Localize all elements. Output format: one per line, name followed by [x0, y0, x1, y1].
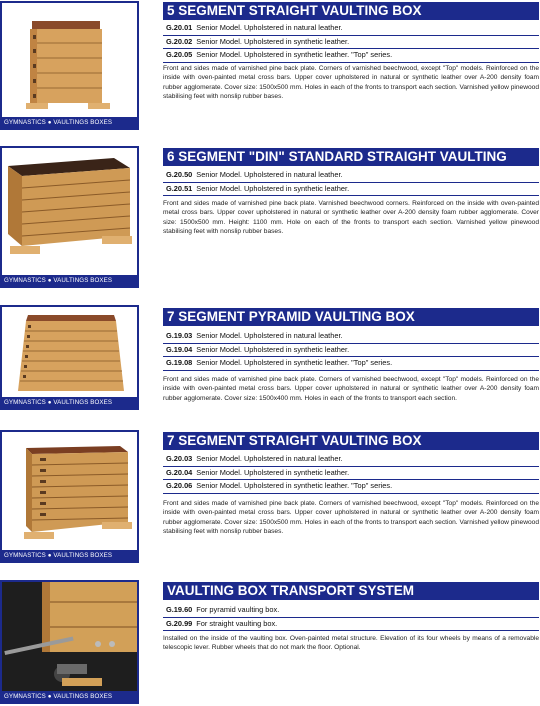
model-code: G.20.05: [166, 50, 193, 59]
model-list: [163, 604, 539, 631]
model-text: Senior Model. Upholstered in synthetic leather.: [196, 36, 350, 46]
model-row: [163, 480, 539, 494]
model-text: Senior Model. Upholstered in natural leather.: [196, 454, 343, 463]
model-row: [163, 183, 539, 197]
model-text: Senior Model. Upholstered in synthetic leather.: [196, 344, 350, 354]
vaulting-box-photo: [2, 307, 137, 397]
model-code: G.20.03: [166, 454, 193, 463]
model-row: [163, 357, 539, 371]
section-description: Front and sides made of varnished pine back plate. Corners of varnished beechwood, except "Top" models. Reinforced on the inside with oven-painted metal cross bars. Upper cover upholstered in natural or synthetic leather over A-200 density foam rubber agglomerate. Cover size: 1500x400 mm. Holes in each of the fronts to transport each section.: [163, 376, 539, 402]
model-code: G.20.50: [166, 170, 193, 179]
model-row: [163, 36, 539, 50]
image-caption: GYMNASTICS ● VAULTINGS BOXES: [4, 399, 113, 406]
section-title: 6 SEGMENT "DIN" STANDARD STRAIGHT VAULTING: [163, 148, 539, 166]
vaulting-box-photo: [2, 148, 137, 275]
transport-system-photo: [2, 582, 137, 691]
model-text: Senior Model. Upholstered in natural leather.: [196, 331, 343, 340]
model-text: Senior Model. Upholstered in synthetic leather.: [196, 183, 350, 193]
section-description: Front and sides made of varnished pine back plate. Corners of varnished beechwood, except "Top" models. Reinforced on the inside with oven-painted metal cross bars. Upper cover upholstered in natural or synthetic leather over A-200 density foam rubber agglomerate. Cover size: 1500x500 mm. Holes in each of the fronts to transport each section. Varnished yellow pinewood stabilising feet with nonslip rubber bases.: [163, 500, 539, 536]
model-list: [163, 453, 539, 494]
model-text: For pyramid vaulting box.: [196, 605, 280, 614]
image-caption: GYMNASTICS ● VAULTINGS BOXES: [4, 693, 113, 700]
section-title: 5 SEGMENT STRAIGHT VAULTING BOX: [163, 2, 539, 20]
product-image-panel: [0, 146, 139, 288]
model-text: For straight vaulting box.: [196, 618, 278, 628]
model-row: [163, 22, 539, 36]
model-text: Senior Model. Upholstered in synthetic leather.: [196, 467, 350, 477]
model-row: [163, 467, 539, 481]
model-code: G.20.01: [166, 23, 193, 32]
product-image-panel: [0, 1, 139, 130]
section-description: Front and sides made of varnished pine back plate. Corners of varnished beechwood, except "Top" models. Reinforced on the inside with oven-painted metal cross bars. Upper cover upholstered in natural or synthetic leather over A-200 density foam rubber agglomerate. Cover size: 1500x500 mm. Holes in each of the fronts to transport each section. Varnished yellow pinewood stabilising feet with nonslip rubber bases.: [163, 65, 539, 101]
model-row: [163, 453, 539, 467]
model-list: [163, 22, 539, 63]
model-row: [163, 169, 539, 183]
section-title: VAULTING BOX TRANSPORT SYSTEM: [163, 582, 539, 600]
model-row: [163, 604, 539, 618]
image-caption: GYMNASTICS ● VAULTINGS BOXES: [4, 119, 113, 126]
model-text: Senior Model. Upholstered in natural leather.: [196, 23, 343, 32]
model-code: G.20.04: [166, 467, 193, 477]
model-text: Senior Model. Upholstered in synthetic leather. "Top" series.: [196, 481, 393, 490]
model-code: G.19.08: [166, 358, 193, 367]
vaulting-box-photo: [2, 432, 137, 550]
model-list: [163, 330, 539, 371]
model-text: Senior Model. Upholstered in synthetic leather. "Top" series.: [196, 50, 393, 59]
model-text: Senior Model. Upholstered in synthetic leather. "Top" series.: [196, 358, 393, 367]
section-description: Installed on the inside of the vaulting box. Oven-painted metal structure. Elevation of its four wheels by means of a removable telescopic lever. Rubber wheels that do not mark the floor. Optional.: [163, 635, 539, 652]
model-row: [163, 344, 539, 358]
model-row: [163, 49, 539, 63]
section-title: 7 SEGMENT STRAIGHT VAULTING BOX: [163, 432, 539, 450]
product-image-panel: [0, 580, 139, 704]
section-title: 7 SEGMENT PYRAMID VAULTING BOX: [163, 308, 539, 326]
model-code: G.19.60: [166, 605, 193, 614]
model-code: G.20.02: [166, 36, 193, 46]
model-text: Senior Model. Upholstered in natural leather.: [196, 170, 343, 179]
model-code: G.19.04: [166, 344, 193, 354]
model-row: [163, 618, 539, 632]
model-list: [163, 169, 539, 196]
product-image-panel: [0, 305, 139, 410]
model-code: G.20.06: [166, 481, 193, 490]
image-caption: GYMNASTICS ● VAULTINGS BOXES: [4, 552, 113, 559]
model-row: [163, 330, 539, 344]
vaulting-box-photo: [2, 3, 137, 117]
model-code: G.20.99: [166, 618, 193, 628]
image-caption: GYMNASTICS ● VAULTINGS BOXES: [4, 277, 113, 284]
model-code: G.19.03: [166, 331, 193, 340]
product-image-panel: [0, 430, 139, 563]
model-code: G.20.51: [166, 183, 193, 193]
section-description: Front and sides made of varnished pine back plate. Varnished beechwood corners. Reinforced on the inside with oven-painted metal cross bars. Upper cover upholstered in natural or synthetic leather over A-200 density foam rubber agglomerate. Cover size: 1500x500 mm. Height: 1100 mm. Hole on each of the fronts to transport each section. Varnished yellow pinewood stabilising feet with nonslip rubber bases.: [163, 200, 539, 236]
